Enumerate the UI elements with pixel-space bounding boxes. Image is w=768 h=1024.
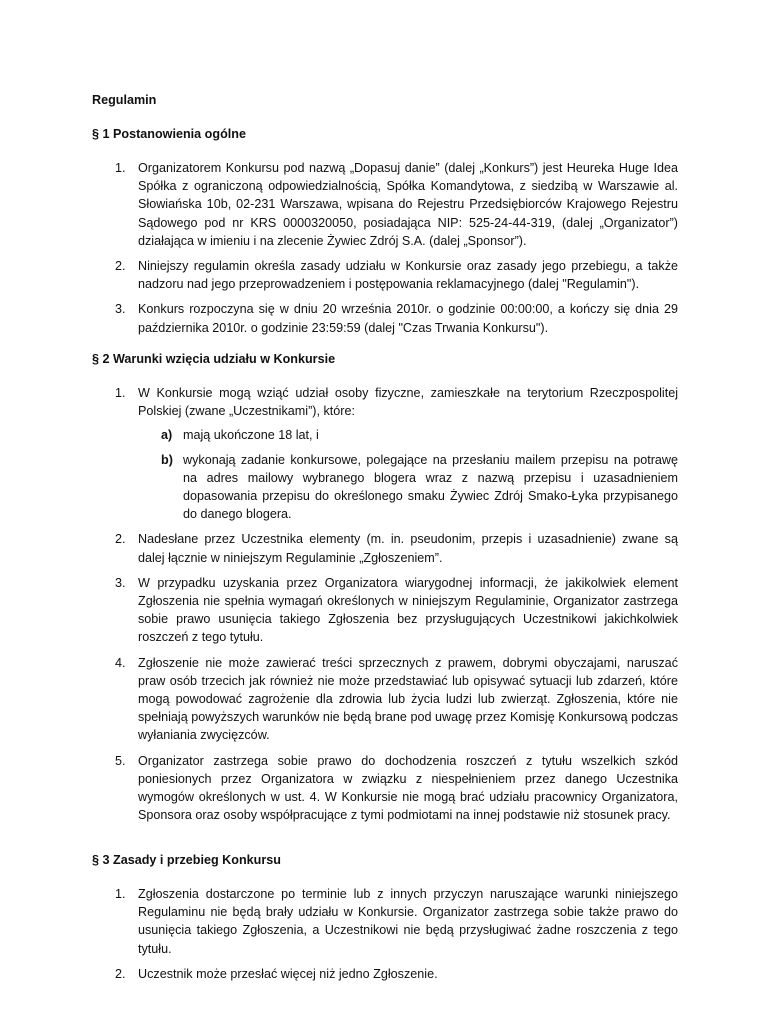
item-number: 4. [115, 655, 126, 670]
item-text: Nadesłane przez Uczestnika elementy (m. in. pseudonim, przepis i uzasadnienie) zwane są dalej łącznie w niniejszym Regulaminie „Zgłoszeniem”. [138, 532, 678, 565]
item-text: Zgłoszenia dostarczone po terminie lub z innych przyczyn naruszające warunki niniejszego Regulaminu nie będą brały udziału w Konkursie. Organizator zastrzega sobie także prawo do usunięcia takiego Zgłoszenia, a Uczestnikowi nie będą przysługiwać żadne roszczenia z tego tytułu. [138, 887, 678, 956]
item-number: 1. [115, 386, 126, 400]
section-2-item-1 [115, 384, 678, 523]
item-text: W przypadku uzyskania przez Organizatora wiarygodnej informacji, że jakikolwiek element Zgłoszenia nie spełnia wymagań określonych w niniejszym Regulaminie, Organizator zastrzega sobie prawo usunięcia takiego Zgłoszenia bez przysługujących Uczestnikowi jakichkolwiek roszczeń z tego tytułu. [138, 575, 678, 645]
item-number: 5. [115, 753, 126, 768]
section-1-item-3 [115, 300, 678, 336]
item-text: Uczestnik może przesłać więcej niż jedno Zgłoszenie. [138, 966, 438, 981]
section-1-item-1 [115, 159, 678, 250]
item-number: 3. [115, 302, 126, 317]
item-number: 2. [115, 259, 126, 274]
item-number: 2. [115, 532, 126, 547]
sub-item-letter: a) [161, 428, 173, 443]
sub-item-text: wykonają zadanie konkursowe, polegające na przesłaniu mailem przepisu na potrawę na adres mailowy wybranego blogera wraz z nazwą przepisu i uzasadnieniem dopasowania przepisu do określonego smaku Żywiec Zdrój Smako-Łyka przypisanego do danego blogera. [183, 452, 678, 522]
item-number: 1. [115, 161, 126, 175]
section-2-item-4 [115, 654, 678, 745]
sub-item-text: mają ukończone 18 lat, i [183, 428, 319, 443]
section-1-item-2 [115, 257, 678, 293]
section-2-item-5 [115, 752, 678, 825]
sub-item-letter: b) [161, 452, 173, 467]
section-3-item-1 [115, 885, 678, 958]
section-2-item-2 [115, 530, 678, 566]
document-title: Regulamin [92, 93, 157, 107]
item-number: 1. [115, 887, 126, 901]
section-3-heading: § 3 Zasady i przebieg Konkursu [92, 853, 281, 867]
section-2-item-1-sublist [138, 426, 678, 523]
sub-item-a [161, 426, 678, 444]
item-text: Konkurs rozpoczyna się w dniu 20 września 2010r. o godzinie 00:00:00, a kończy się dnia 29 października 2010r. o godzinie 23:59:59 (dalej "Czas Trwania Konkursu"). [138, 302, 678, 335]
item-number: 3. [115, 575, 126, 590]
item-text: Zgłoszenie nie może zawierać treści sprzecznych z prawem, dobrymi obyczajami, naruszać praw osób trzecich jak również nie może przedstawiać lub opisywać sytuacji lub zdarzeń, które mogą powodować zagrożenie dla zdrowia lub życia ludzi lub zwierząt. Zgłoszenia, które nie spełniają powyższych warunków nie będą brane pod uwagę przez Komisję Konkursową podczas wyłaniania zwycięzców. [138, 655, 678, 743]
section-2-list [115, 384, 678, 831]
section-2-heading: § 2 Warunki wzięcia udziału w Konkursie [92, 352, 336, 366]
item-text: Organizator zastrzega sobie prawo do dochodzenia roszczeń z tytułu wszelkich szkód poniesionych przez Organizatora w związku z niespełnieniem przez danego Uczestnika wymogów określonych w ust. 4. W Konkursie nie mogą brać udziału pracownicy Organizatora, Sponsora oraz osoby współpracujące z tymi podmiotami na innej podstawie niż stosunek pracy. [138, 753, 678, 823]
item-text: Niniejszy regulamin określa zasady udziału w Konkursie oraz zasady jego przebiegu, a także nadzoru nad jego przeprowadzeniem i postępowania reklamacyjnego (dalej "Regulamin"). [138, 259, 678, 292]
section-1-heading: § 1 Postanowienia ogólne [92, 127, 246, 141]
section-1-list [115, 159, 678, 344]
section-2-item-3 [115, 574, 678, 647]
item-text: W Konkursie mogą wziąć udział osoby fizyczne, zamieszkałe na terytorium Rzeczpospolitej Polskiej (zwane „Uczestnikami”), które: [138, 386, 678, 419]
section-3-list [115, 885, 678, 990]
item-number: 2. [115, 966, 126, 981]
sub-item-b [161, 451, 678, 524]
item-text: Organizatorem Konkursu pod nazwą „Dopasuj danie” (dalej „Konkurs”) jest Heureka Huge Idea Spółka z ograniczoną odpowiedzialnością, Spółka Komandytowa, z siedzibą w Warszawie al. Słowiańska 10b, 02-231 Warszawa, wpisana do Rejestru Przedsiębiorców Krajowego Rejestru Sądowego pod nr KRS 0000320050, posiadająca NIP: 525-24-44-319, (dalej „Organizator”) działająca w imieniu i na zlecenie Żywiec Zdrój S.A. (dalej „Sponsor”). [138, 161, 678, 248]
section-3-item-2 [115, 965, 678, 983]
